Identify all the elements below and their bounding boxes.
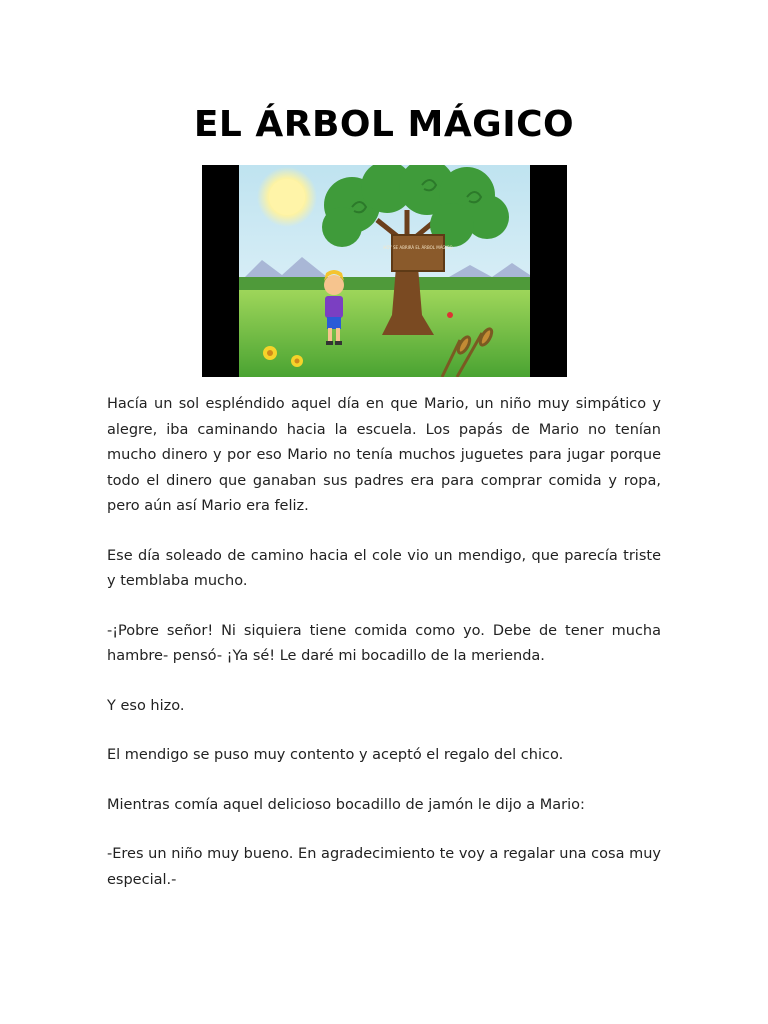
story-illustration — [202, 165, 567, 377]
paragraph-5: El mendigo se puso muy contento y aceptó el regalo del chico. — [107, 747, 564, 763]
paragraph-4: Y eso hizo. — [107, 697, 185, 714]
paragraph-3: -¡Pobre señor! Ni siquiera tiene comida como yo. Debe de tener mucha hambre- pensó- ¡Ya sé! Le daré mi bocadillo de la merienda. — [107, 622, 661, 664]
story-body — [107, 392, 661, 917]
paragraph-7: -Eres un niño muy bueno. En agradecimiento te voy a regalar una cosa muy especial.- — [107, 846, 661, 888]
paragraph-1: Hacía un sol espléndido aquel día en que Mario, un niño muy simpático y alegre, iba caminando hacia la escuela. Los papás de Mario no tenían mucho dinero y por eso Mario no tenía muchos juguetes para jugar porque todo el dinero que ganaban sus padres era para comprar comida y ropa, pero aún así Mario era feliz. — [107, 396, 661, 514]
illustration-svg — [202, 165, 567, 377]
paragraph-6: Mientras comía aquel delicioso bocadillo de jamón le dijo a Mario: — [107, 796, 585, 813]
sign-text: HOY SE ABRIRÁ EL ÁRBOL MÁGICO — [383, 245, 453, 250]
sign-board — [392, 235, 444, 271]
sun — [269, 179, 305, 215]
paragraph-2: Ese día soleado de camino hacia el cole vio un mendigo, que parecía triste y temblaba mucho. — [107, 547, 661, 589]
page-title: EL ÁRBOL MÁGICO — [193, 104, 575, 145]
